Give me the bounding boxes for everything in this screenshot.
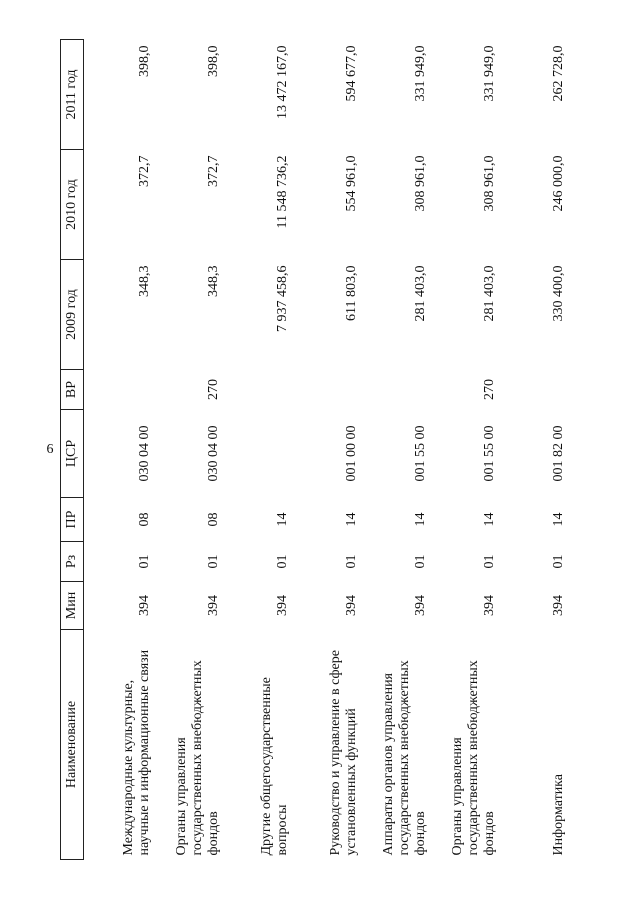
table-header-row	[61, 40, 84, 860]
cell-name: Международные культурные, научные и информационные связи	[121, 649, 152, 856]
cell-min: 394	[413, 595, 428, 616]
cell-csr: 030 04 00	[206, 425, 221, 482]
cell-2009: 611 803,0	[344, 265, 359, 321]
table-row	[360, 40, 429, 860]
cell-2011: 331 949,0	[413, 45, 428, 102]
cell-2011: 398,0	[137, 45, 152, 77]
cell-2009: 348,3	[206, 265, 221, 297]
header-csr: ЦСР	[61, 410, 84, 498]
cell-csr: 001 82 00	[551, 425, 566, 482]
cell-csr: 001 00 00	[344, 425, 359, 482]
cell-2009: 330 400,0	[551, 265, 566, 322]
cell-2011: 13 472 167,0	[275, 45, 290, 119]
cell-min: 394	[137, 595, 152, 616]
cell-2010: 308 961,0	[413, 155, 428, 212]
cell-vr: 270	[482, 379, 497, 400]
cell-2010: 11 548 736,2	[275, 155, 290, 229]
cell-pr: 14	[275, 512, 290, 527]
cell-2010: 308 961,0	[482, 155, 497, 212]
cell-min: 394	[344, 595, 359, 616]
cell-csr: 030 04 00	[137, 425, 152, 482]
cell-2010: 372,7	[206, 155, 221, 187]
cell-rz: 01	[275, 554, 290, 569]
cell-2011: 262 728,0	[551, 45, 566, 102]
cell-name: Аппараты органов управления государственных внебюджетных фондов	[381, 660, 428, 856]
cell-pr: 14	[344, 512, 359, 527]
cell-pr: 14	[482, 512, 497, 527]
cell-2011: 398,0	[206, 45, 221, 77]
header-pr: ПР	[61, 498, 84, 542]
cell-vr	[222, 370, 291, 410]
cell-2010: 554 961,0	[344, 155, 359, 212]
cell-vr	[360, 370, 429, 410]
cell-vr: 270	[206, 379, 221, 400]
cell-pr: 14	[551, 512, 566, 527]
cell-name: Другие общегосударственные вопросы	[259, 677, 290, 856]
cell-min: 394	[551, 595, 566, 616]
cell-name: Руководство и управление в сфере установленных функций	[328, 650, 359, 856]
cell-2009: 348,3	[137, 265, 152, 297]
cell-pr: 08	[137, 512, 152, 527]
cell-csr: 001 55 00	[413, 425, 428, 482]
cell-rz: 01	[206, 554, 221, 569]
cell-vr	[498, 370, 567, 410]
page-number: 6	[46, 442, 54, 457]
cell-2010: 372,7	[137, 155, 152, 187]
cell-min: 394	[206, 595, 221, 616]
cell-2011: 594 677,0	[344, 45, 359, 102]
cell-2011: 331 949,0	[482, 45, 497, 102]
cell-2009: 281 403,0	[482, 265, 497, 322]
cell-csr	[222, 410, 291, 498]
cell-rz: 01	[137, 554, 152, 569]
table-row	[222, 40, 291, 860]
cell-name: Органы управления государственных внебюджетных фондов	[450, 660, 497, 856]
header-name: Наименование	[61, 630, 84, 860]
cell-rz: 01	[551, 554, 566, 569]
header-2009: 2009 год	[61, 260, 84, 370]
table-row	[153, 40, 222, 860]
header-vr: ВР	[61, 370, 84, 410]
header-rz: Рз	[61, 542, 84, 582]
cell-2009: 7 937 458,6	[275, 265, 290, 332]
cell-csr: 001 55 00	[482, 425, 497, 482]
cell-rz: 01	[344, 554, 359, 569]
cell-2010: 246 000,0	[551, 155, 566, 212]
header-2011: 2011 год	[61, 40, 84, 150]
table-row	[429, 40, 498, 860]
table-row	[291, 40, 360, 860]
cell-rz: 01	[482, 554, 497, 569]
header-2010: 2010 год	[61, 150, 84, 260]
cell-vr	[84, 370, 154, 410]
table-row	[84, 40, 154, 860]
cell-rz: 01	[413, 554, 428, 569]
table-row	[498, 40, 567, 860]
budget-table	[60, 39, 567, 860]
cell-2009: 281 403,0	[413, 265, 428, 322]
header-min: Мин	[61, 582, 84, 630]
cell-vr	[291, 370, 360, 410]
cell-min: 394	[275, 595, 290, 616]
cell-name: Информатика	[551, 774, 566, 856]
cell-pr: 14	[413, 512, 428, 527]
rotated-table-container	[60, 40, 570, 860]
cell-name: Органы управления государственных внебюджетных фондов	[174, 660, 221, 856]
cell-min: 394	[482, 595, 497, 616]
cell-pr: 08	[206, 512, 221, 527]
